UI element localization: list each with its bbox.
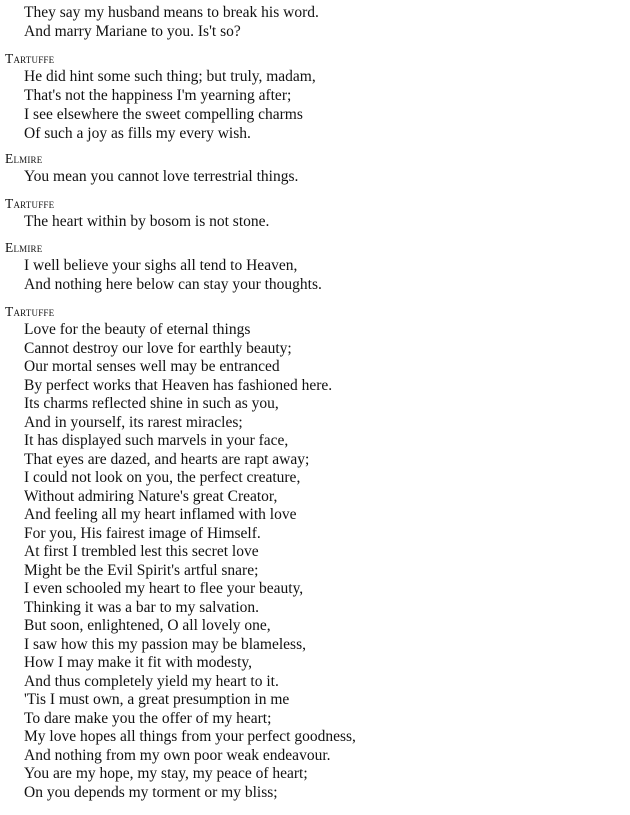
verse-line: And nothing here below can stay your thoughts. — [24, 276, 322, 293]
verse-line: Of such a joy as fills my every wish. — [24, 125, 251, 142]
verse-line: I saw how this my passion may be blameless, — [24, 635, 306, 653]
verse-line: Our mortal senses well may be entranced — [24, 358, 280, 375]
verse-line: But soon, enlightened, O all lovely one, — [24, 617, 271, 634]
verse-line: To dare make you the offer of my heart; — [24, 709, 272, 727]
verse-line: And in yourself, its rarest miracles; — [24, 413, 243, 431]
speaker-name: Elmire — [5, 240, 43, 255]
verse-line: Cannot destroy our love for earthly beauty; — [24, 339, 292, 357]
verse-line: Might be the Evil Spirit's artful snare; — [24, 561, 259, 579]
verse-line: Its charms reflected shine in such as you, — [24, 395, 279, 412]
verse-line: By perfect works that Heaven has fashioned here. — [24, 376, 333, 394]
verse-line: The heart within by bosom is not stone. — [24, 213, 270, 230]
verse-line: You mean you cannot love terrestrial things. — [24, 168, 299, 185]
verse-line: And feeling all my heart inflamed with love — [24, 506, 297, 523]
verse-line: I well believe your sighs all tend to Heaven, — [24, 257, 298, 274]
verse-line: And thus completely yield my heart to it. — [24, 672, 279, 690]
verse-line: I see elsewhere the sweet compelling charms — [24, 106, 303, 123]
speaker-name: Tartuffe — [5, 51, 55, 66]
verse-line: And marry Mariane to you. Is't so? — [24, 23, 241, 40]
verse-line: He did hint some such thing; but truly, madam, — [24, 68, 316, 85]
verse-line: Love for the beauty of eternal things — [24, 321, 251, 338]
verse-line: That eyes are dazed, and hearts are rapt away; — [24, 450, 310, 468]
verse-line: At first I trembled lest this secret love — [24, 543, 259, 560]
verse-line: How I may make it fit with modesty, — [24, 654, 253, 671]
verse-line: You are my hope, my stay, my peace of heart; — [24, 765, 308, 782]
verse-line: I even schooled my heart to flee your beauty, — [24, 580, 304, 597]
verse-line: It has displayed such marvels in your face, — [24, 432, 289, 449]
verse-line: On you depends my torment or my bliss; — [24, 783, 278, 801]
verse-line: Without admiring Nature's great Creator, — [24, 487, 278, 505]
verse-line: My love hopes all things from your perfect goodness, — [24, 728, 356, 745]
verse-line: For you, His fairest image of Himself. — [24, 524, 261, 542]
verse-line: They say my husband means to break his word. — [24, 4, 319, 21]
speaker-name: Elmire — [5, 151, 43, 166]
verse-line: That's not the happiness I'm yearning after; — [24, 87, 292, 104]
verse-line: 'Tis I must own, a great presumption in me — [24, 691, 290, 708]
speaker-name: Tartuffe — [5, 304, 55, 319]
speaker-name: Tartuffe — [5, 196, 55, 211]
verse-line: I could not look on you, the perfect creature, — [24, 469, 301, 486]
verse-line: And nothing from my own poor weak endeavour. — [24, 746, 331, 764]
verse-line: Thinking it was a bar to my salvation. — [24, 598, 260, 616]
